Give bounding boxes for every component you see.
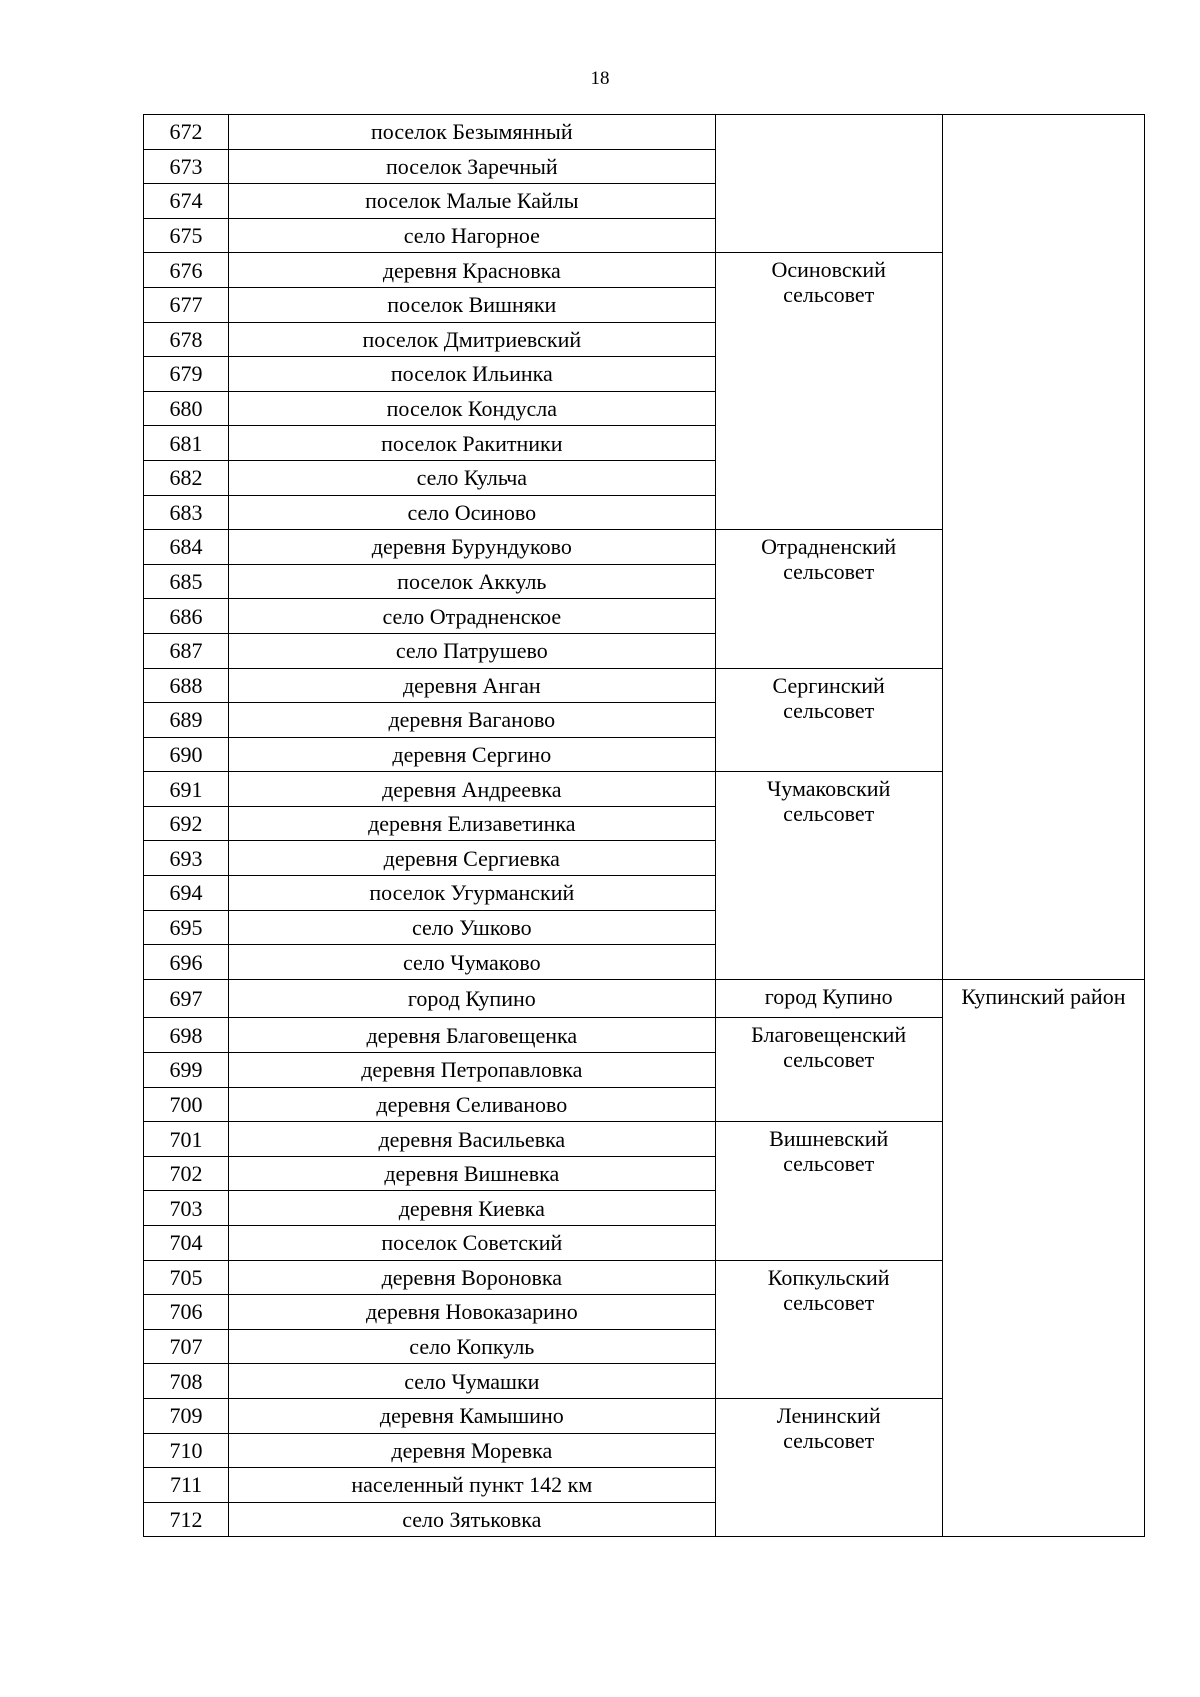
settlement-name: поселок Угурманский — [229, 876, 715, 911]
district-cell: Купинский район — [942, 979, 1144, 1537]
settlement-name: поселок Ильинка — [229, 357, 715, 392]
row-number: 709 — [144, 1398, 229, 1433]
council-cell: Вишневский сельсовет — [715, 1122, 942, 1260]
row-number: 690 — [144, 737, 229, 772]
row-number: 706 — [144, 1295, 229, 1330]
row-number: 705 — [144, 1260, 229, 1295]
row-number: 682 — [144, 460, 229, 495]
row-number: 684 — [144, 530, 229, 565]
row-number: 710 — [144, 1433, 229, 1468]
settlement-name: деревня Васильевка — [229, 1122, 715, 1157]
row-number: 672 — [144, 115, 229, 150]
settlement-name: деревня Благовещенка — [229, 1018, 715, 1053]
settlement-name: поселок Малые Кайлы — [229, 184, 715, 219]
council-cell: Благовещенский сельсовет — [715, 1018, 942, 1122]
council-cell: Сергинский сельсовет — [715, 668, 942, 772]
settlement-name: поселок Ракитники — [229, 426, 715, 461]
district-cell — [942, 115, 1144, 980]
settlement-name: село Кульча — [229, 460, 715, 495]
row-number: 680 — [144, 391, 229, 426]
settlement-name: поселок Вишняки — [229, 287, 715, 322]
settlement-name: деревня Анган — [229, 668, 715, 703]
row-number: 688 — [144, 668, 229, 703]
row-number: 677 — [144, 287, 229, 322]
settlement-name: село Зятьковка — [229, 1502, 715, 1537]
row-number: 683 — [144, 495, 229, 530]
settlement-name: село Патрушево — [229, 633, 715, 668]
row-number: 707 — [144, 1329, 229, 1364]
settlement-name: село Ушково — [229, 910, 715, 945]
settlement-name: село Чумашки — [229, 1364, 715, 1399]
settlement-name: поселок Советский — [229, 1226, 715, 1261]
council-cell: город Купино — [715, 979, 942, 1018]
settlement-name: село Отрадненское — [229, 599, 715, 634]
row-number: 685 — [144, 564, 229, 599]
settlement-name: деревня Сергино — [229, 737, 715, 772]
council-cell: Ленинский сельсовет — [715, 1398, 942, 1536]
council-cell: Чумаковский сельсовет — [715, 772, 942, 980]
settlement-name: село Осиново — [229, 495, 715, 530]
settlement-name: город Купино — [229, 979, 715, 1018]
row-number: 702 — [144, 1156, 229, 1191]
row-number: 689 — [144, 703, 229, 738]
council-cell: Копкульский сельсовет — [715, 1260, 942, 1398]
settlement-name: поселок Дмитриевский — [229, 322, 715, 357]
row-number: 675 — [144, 218, 229, 253]
settlement-name: деревня Красновка — [229, 253, 715, 288]
row-number: 698 — [144, 1018, 229, 1053]
settlements-table — [143, 114, 1145, 1537]
settlement-name: село Чумаково — [229, 945, 715, 980]
settlement-name: деревня Новоказарино — [229, 1295, 715, 1330]
council-cell: Отрадненский сельсовет — [715, 530, 942, 668]
page-number: 18 — [590, 68, 610, 89]
table-row — [144, 115, 1145, 150]
row-number: 687 — [144, 633, 229, 668]
council-cell — [715, 115, 942, 253]
row-number: 708 — [144, 1364, 229, 1399]
settlement-name: деревня Моревка — [229, 1433, 715, 1468]
row-number: 704 — [144, 1226, 229, 1261]
settlement-name: деревня Вороновка — [229, 1260, 715, 1295]
row-number: 691 — [144, 772, 229, 807]
row-number: 686 — [144, 599, 229, 634]
settlement-name: деревня Ваганово — [229, 703, 715, 738]
row-number: 699 — [144, 1053, 229, 1088]
settlement-name: село Нагорное — [229, 218, 715, 253]
settlement-name: поселок Безымянный — [229, 115, 715, 150]
settlement-name: деревня Киевка — [229, 1191, 715, 1226]
settlement-name: деревня Андреевка — [229, 772, 715, 807]
settlement-name: деревня Елизаветинка — [229, 806, 715, 841]
table-row — [144, 979, 1145, 1018]
row-number: 681 — [144, 426, 229, 461]
row-number: 700 — [144, 1087, 229, 1122]
row-number: 701 — [144, 1122, 229, 1157]
settlement-name: деревня Селиваново — [229, 1087, 715, 1122]
row-number: 694 — [144, 876, 229, 911]
row-number: 673 — [144, 149, 229, 184]
row-number: 697 — [144, 979, 229, 1018]
row-number: 693 — [144, 841, 229, 876]
row-number: 674 — [144, 184, 229, 219]
settlement-name: деревня Камышино — [229, 1398, 715, 1433]
row-number: 711 — [144, 1468, 229, 1503]
settlements-table-body — [144, 115, 1145, 1537]
row-number: 679 — [144, 357, 229, 392]
settlement-name: поселок Заречный — [229, 149, 715, 184]
row-number: 678 — [144, 322, 229, 357]
settlement-name: деревня Бурундуково — [229, 530, 715, 565]
settlement-name: деревня Петропавловка — [229, 1053, 715, 1088]
row-number: 696 — [144, 945, 229, 980]
council-cell: Осиновский сельсовет — [715, 253, 942, 530]
settlement-name: поселок Кондусла — [229, 391, 715, 426]
row-number: 712 — [144, 1502, 229, 1537]
settlement-name: село Копкуль — [229, 1329, 715, 1364]
settlement-name: деревня Вишневка — [229, 1156, 715, 1191]
row-number: 676 — [144, 253, 229, 288]
settlement-name: населенный пункт 142 км — [229, 1468, 715, 1503]
row-number: 692 — [144, 806, 229, 841]
settlement-name: поселок Аккуль — [229, 564, 715, 599]
row-number: 695 — [144, 910, 229, 945]
settlement-name: деревня Сергиевка — [229, 841, 715, 876]
row-number: 703 — [144, 1191, 229, 1226]
